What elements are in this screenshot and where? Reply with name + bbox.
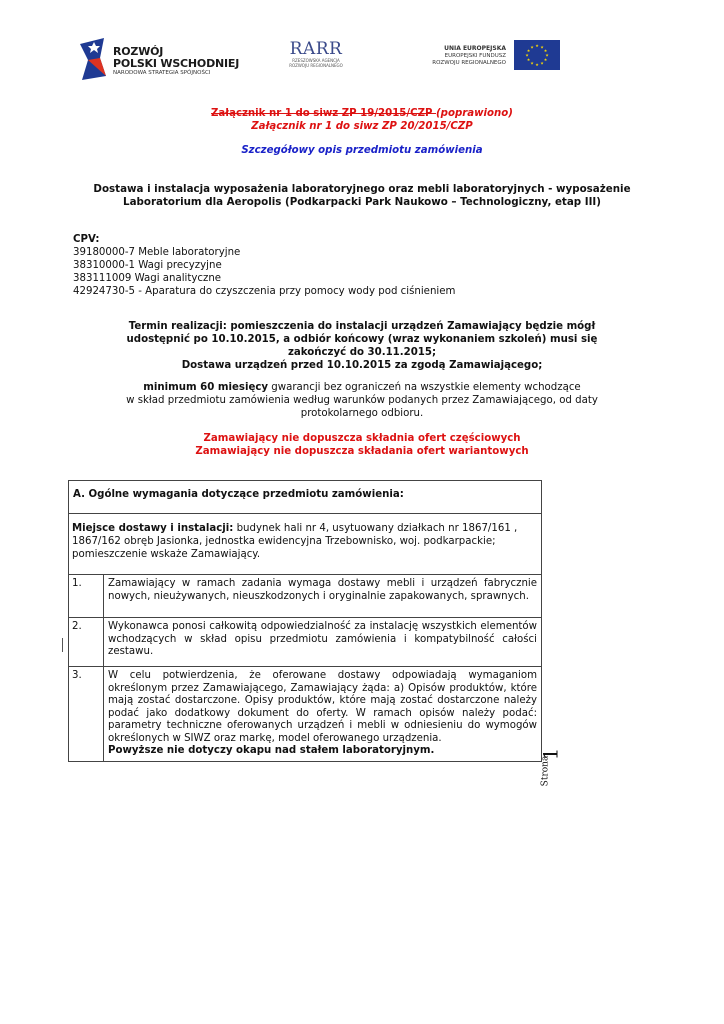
term-line: Dostawa urządzeń przed 10.10.2015 za zgodą Zamawiającego; — [181, 360, 543, 371]
page-number-value: 1 — [538, 747, 563, 761]
term-line: zakończyć do 30.11.2015; — [287, 347, 437, 358]
rpw-line2: POLSKI WSCHODNIEJ — [113, 57, 240, 70]
svg-text:★: ★ — [535, 62, 539, 67]
warning-line: Zamawiający nie dopuszcza składnia ofert częściowych — [203, 433, 521, 444]
struck-annex-text: Załącznik nr 1 do siwz ZP 19/2015/CZP — [211, 108, 436, 119]
term-line: Termin realizacji: pomieszczenia do instalacji urządzeń Zamawiający będzie mógł — [128, 321, 596, 332]
term-block — [70, 320, 654, 372]
row-number: 2. — [69, 618, 104, 666]
delivery-place-row — [69, 514, 541, 575]
cpv-item: 383111009 Wagi analityczne — [73, 273, 222, 284]
svg-text:★: ★ — [540, 44, 544, 50]
row-text: Wykonawca ponosi całkowitą odpowiedzialność za instalację wszystkich elementów wchodzących w skład opisu przedmiotu zamówienia i kompatybilność całości zestawu. — [108, 621, 537, 657]
term-line: udostępnić po 10.10.2015, a odbiór końcowy (wraz wykonaniem szkoleń) musi się — [126, 334, 598, 345]
place-text: budynek hali nr 4, usytuowany działkach nr 1867/161 , 1867/162 obręb Jasionka, jednostka ewidencyjna Trzebownisko, woj. podkarpackie; pomieszczenie wskaże Zamawiający. — [72, 523, 518, 560]
table-row — [69, 618, 541, 667]
requirements-table — [68, 480, 542, 762]
margin-mark — [62, 638, 63, 652]
svg-text:★: ★ — [535, 43, 539, 48]
svg-text:★: ★ — [543, 48, 548, 53]
table-header: A. Ogólne wymagania dotyczące przedmiotu zamówienia: — [69, 481, 541, 514]
corrected-note: (poprawiono) — [436, 108, 513, 119]
warranty-block — [70, 381, 654, 420]
row-text: Zamawiający w ramach zadania wymaga dostawy mebli i urządzeń fabrycznie nowych, nieużywanych, nieuszkodzonych i oryginalnie zapakowanych, sprawnych. — [108, 578, 537, 602]
row-number: 3. — [69, 667, 104, 761]
cpv-block — [73, 233, 455, 298]
row-text — [104, 667, 541, 761]
ue-line3: ROZWOJU REGIONALNEGO — [432, 60, 506, 66]
eu-flag-icon — [514, 40, 560, 70]
row-text-bold: Powyższe nie dotyczy okapu nad stałem laboratoryjnym. — [108, 745, 435, 756]
ue-line2: EUROPEJSKI FUNDUSZ — [444, 53, 506, 59]
ue-line1: UNIA EUROPEJSKA — [444, 45, 506, 52]
annex-line-corrected — [0, 108, 724, 119]
rarr-logo — [286, 40, 346, 80]
svg-text:★: ★ — [526, 48, 531, 53]
svg-text:★: ★ — [530, 60, 534, 66]
svg-text:★: ★ — [525, 52, 529, 58]
rozwoj-polski-wschodniej-logo — [76, 36, 246, 84]
main-title: Dostawa i instalacja wyposażenia laboratoryjnego oraz mebli laboratoryjnych - wyposażenie Laboratorium dla Aeropolis (Podkarpacki Park Naukowo – Technologiczny, etap III) — [93, 183, 631, 208]
row-number: 1. — [69, 575, 104, 617]
subtitle: Szczegółowy opis przedmiotu zamówienia — [241, 145, 483, 156]
warranty-text: w skład przedmiotu zamówienia według warunków podanych przez Zamawiającego, od daty — [126, 395, 598, 406]
cpv-item: 38310000-1 Wagi precyzyjne — [73, 260, 222, 271]
cpv-item: 42924730-5 - Aparatura do czyszczenia przy pomocy wody pod ciśnieniem — [73, 286, 456, 297]
warning-line: Zamawiający nie dopuszcza składania ofert wariantowych — [195, 446, 529, 457]
rpw-emblem-icon — [76, 36, 112, 82]
warranty-text: protokolarnego odbioru. — [300, 408, 424, 419]
table-row — [69, 575, 541, 618]
svg-text:★: ★ — [530, 44, 534, 50]
table-row — [69, 667, 541, 761]
svg-text:★: ★ — [545, 52, 549, 58]
svg-text:★: ★ — [543, 57, 548, 62]
svg-text:★: ★ — [526, 57, 531, 62]
rarr-text: RARR — [289, 39, 343, 59]
page-number — [538, 742, 574, 792]
cpv-item: 39180000-7 Meble laboratoryjne — [73, 247, 241, 258]
page-label: Strona — [540, 755, 551, 787]
row-text-body: W celu potwierdzenia, że oferowane dostawy odpowiadają wymaganiom określonym przez Zamawiającego, Zamawiający żąda: a) Opisów produktów, które mają zostać dostarczone. Opisy produktów, które mają zostać dostarczone należy podać jako dodatkowy dokument do oferty. W ramach opisów należy podać: parametry techniczne oferowanych urządzeń i mebli w odniesieniu do wymogów określonych w SIWZ oraz markę, model oferowanego urządzenia. — [108, 670, 537, 744]
warranty-text: gwarancji bez ograniczeń na wszystkie elementy wchodzące — [268, 382, 581, 393]
warnings-block — [0, 432, 724, 458]
svg-text:★: ★ — [540, 60, 544, 66]
annex-title: Załącznik nr 1 do siwz ZP 20/2015/CZP — [251, 121, 473, 132]
place-label: Miejsce dostawy i instalacji: — [72, 523, 234, 534]
warranty-bold: minimum 60 miesięcy — [143, 382, 269, 393]
eu-logo — [420, 40, 560, 74]
rarr-subtext: RZESZOWSKA AGENCJA ROZWOJU REGIONALNEGO — [289, 58, 343, 68]
rpw-line1: ROZWÓJ — [113, 45, 164, 58]
cpv-label: CPV: — [73, 234, 100, 245]
rpw-line3: NARODOWA STRATEGIA SPÓJNOŚCI — [113, 70, 211, 76]
